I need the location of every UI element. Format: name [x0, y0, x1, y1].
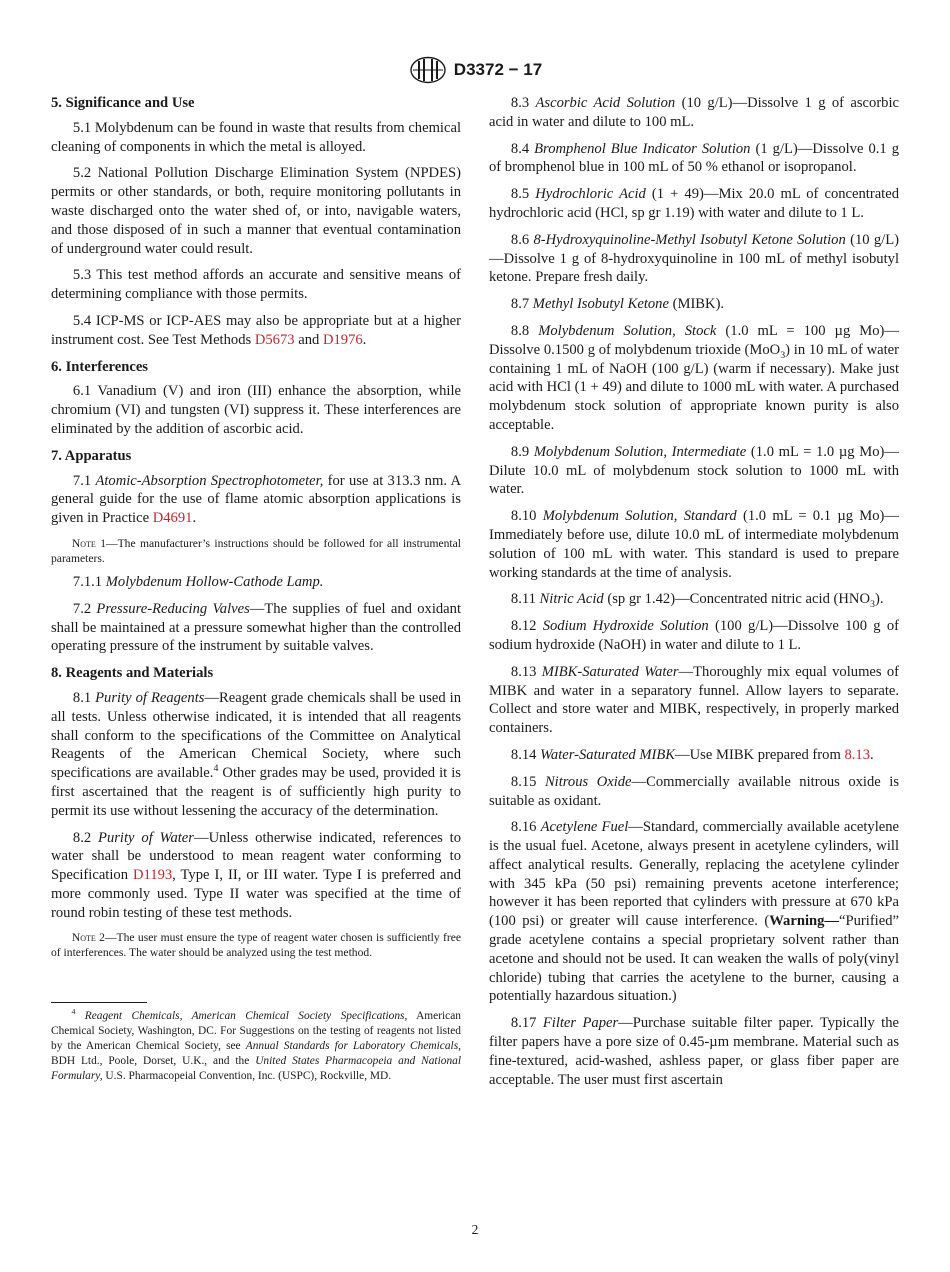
text-run: (1.0 mL = 100 µg Mo)—Dissolve 0.1500 g of molybdenum trioxide (MoO [489, 322, 900, 358]
text-run: Sodium Hydroxide Solution [542, 618, 709, 635]
text-run: Purity of Water [98, 829, 194, 846]
text-run: Molybdenum Solution, Intermediate [533, 443, 747, 460]
text-run: 8.15 [510, 773, 545, 790]
text-run: (10 g/L)—Dissolve 1 g of ascorbic acid in water and dilute to 100 mL. [489, 95, 900, 130]
paragraph [489, 617, 899, 655]
left-column [51, 94, 461, 1083]
text-run: Acetylene Fuel [540, 819, 629, 836]
text-run: 8.7 [510, 296, 533, 313]
text-run: (1.0 mL = 0.1 µg Mo)—Immediately before use, dilute 10.0 mL of intermediate molybdenum solution of 100 mL with water. This standard is used to prepare working standards at the time of analysis. [489, 508, 900, 581]
footnote [51, 1009, 461, 1083]
paragraph [51, 573, 461, 592]
paragraph: 5.2 National Pollution Discharge Elimination System (NPDES) permits or other standards, or both, require monitoring pollutants in waste discharged onto the water shed of, or into, navigable waters, and those disposed of in such a manner that eventual contamination of underground water could result. [51, 165, 461, 257]
text-run: Annual Standards for Laboratory Chemicals, [245, 1040, 461, 1053]
text-run: Molybdenum Solution, Standard [542, 508, 737, 525]
text-run: 7.1 [72, 472, 96, 489]
paragraph [489, 1014, 899, 1089]
subscript: 3 [780, 349, 786, 361]
text-run: (100 g/L)—Dissolve 100 g of sodium hydroxide (NaOH) in water and dilute to 1 L. [489, 618, 899, 653]
footnote-ref: 4 [213, 763, 219, 775]
text-run: Other grades may be used, provided it is first ascertained that the reagent is of sufficiently high purity to permit its use without lessening the accuracy of the determination. [51, 765, 461, 819]
text-run: —Reagent grade chemicals shall be used in all tests. Unless otherwise indicated, it is intended that all reagents shall conform to the specifications of the Committee on Analytical Reagents of the American Chemical Society, where such specifications are available. [51, 689, 461, 782]
text-run: 8.5 [510, 186, 536, 203]
text-run: Filter Paper [542, 1015, 619, 1032]
text-run: (sp gr 1.42)—Concentrated nitric acid (HNO [603, 591, 870, 608]
paragraph [489, 295, 899, 314]
text-run: . [362, 331, 367, 348]
section-heading: 8. Reagents and Materials [51, 665, 214, 682]
paragraph [51, 472, 461, 528]
text-run: Molybdenum Hollow-Cathode Lamp. [105, 573, 324, 590]
text-run: and [294, 331, 323, 348]
text-run: 8.8 [510, 322, 539, 339]
page-number: 2 [471, 1222, 479, 1237]
text-run: United States Pharmacopeia and National Formulary, [51, 1054, 461, 1082]
text-run: —The supplies of fuel and oxidant shall be maintained at a pressure somewhat higher than the controlled operating pressure of the instrument by suitable valves. [51, 600, 461, 655]
text-run: —Commercially available nitrous oxide is suitable as oxidant. [489, 773, 900, 809]
text-run: 8.13 [510, 663, 542, 680]
text-run: 8.3 [510, 95, 536, 111]
text-run: 8.10 [510, 508, 543, 525]
section-heading: 6. Interferences [51, 358, 148, 375]
paragraph [489, 590, 899, 609]
link-d1193[interactable]: D1193 [132, 867, 173, 884]
text-run: Molybdenum Solution, Stock [538, 322, 717, 339]
warning-label: Warning— [769, 913, 840, 930]
text-run: —Standard, commercially available acetylene is the usual fuel. Acetone, always present in acetylene cylinders, will affect analytical results. Generally, replacing the acetylene cylinder with 345 kPa (50 psi) remaining prevents acetone interference; however it has been reported that cylinders with pressure at 670 kPa (100 psi) or greater will cause interference. ( [489, 819, 899, 930]
text-run: (1 g/L)—Dissolve 0.1 g of bromphenol blue in 100 mL of 50 % ethanol or isopropanol. [489, 140, 900, 176]
text-run: 8.6 [510, 231, 534, 248]
text-run: Bromphenol Blue Indicator Solution [534, 140, 751, 157]
right-column [489, 94, 899, 1097]
section-heading: 7. Apparatus [51, 447, 132, 464]
text-run: Methyl Isobutyl Ketone [532, 296, 669, 313]
link-d5673[interactable]: D5673 [254, 331, 295, 348]
subscript: 3 [870, 599, 875, 611]
link-d4691[interactable]: D4691 [152, 510, 193, 527]
text-run: 8.14 [510, 746, 541, 763]
paragraph [489, 231, 899, 287]
footnote-marker: 4 [71, 1007, 76, 1017]
text-run: 8.16 [510, 819, 541, 836]
text-run: . [192, 510, 197, 527]
text-run: 8.4 [510, 140, 535, 157]
text-run: —Use MIBK prepared from [675, 746, 845, 763]
note-label: Note 1 [71, 536, 106, 550]
paragraph [51, 312, 461, 350]
text-run: 7.1.1 [72, 573, 106, 590]
text-run: 7.2 [72, 600, 97, 617]
text-run: —Thoroughly mix equal volumes of MIBK and water in a separatory funnel. Allow layers to separate. Collect and store water and MIBK, respectively, in properly marked containers. [489, 663, 899, 737]
paragraph: 5.3 This test method affords an accurate and sensitive means of determining compliance with those permits. [51, 267, 461, 303]
text-run: —The manufacturer’s instructions should be followed for all instrumental parameters. [51, 536, 461, 565]
paragraph [51, 829, 461, 923]
text-run: Hydrochloric Acid [535, 186, 646, 203]
astm-logo-icon [408, 56, 448, 84]
paragraph [489, 773, 899, 811]
text-run: Pressure-Reducing Valves [96, 600, 250, 617]
paragraph [489, 507, 899, 582]
text-run: 8.9 [510, 443, 534, 460]
paragraph [489, 140, 899, 178]
text-run: 8.1 [72, 689, 96, 706]
text-run: 8-Hydroxyquinoline-Methyl Isobutyl Ketone Solution [533, 231, 846, 248]
text-run: . [870, 746, 874, 763]
link-8-13[interactable]: 8.13 [844, 746, 870, 763]
text-run: 8.2 [72, 829, 99, 846]
page-header [0, 55, 950, 85]
text-run: —Purchase suitable filter paper. Typically the filter papers have a pore size of 0.45-µm membrane. Material such as fine-textured, acid-washed, ashless paper, or glass fiber paper are acceptable. The user must first ascertain [489, 1015, 899, 1088]
paragraph [489, 443, 899, 499]
document-id: D3372 − 17 [453, 60, 543, 79]
text-run: Ascorbic Acid Solution [535, 95, 676, 111]
text-run: (1 + 49)—Mix 20.0 mL of concentrated hydrochloric acid (HCl, sp gr 1.19) with water and dilute to 1 L. [489, 186, 900, 221]
text-run: , Type I, II, or III water. Type I is preferred and more commonly used. Type II water was specified at the time of round robin testing of these test methods. [51, 867, 461, 921]
text-run: “Purified” grade acetylene contains a special proprietary solvent rather than acetone and should not be used. It can weaken the walls of poly(vinyl chloride) tubing that carries the acetylene to the burner, causing a potentially hazardous situation.) [489, 913, 899, 1005]
paragraph [489, 663, 899, 738]
text-run: ) in 10 mL of water containing 1 mL of NaOH (100 g/L) (warm if necessary). Make just acid with HCl (1 + 49) and dilute to 1000 mL with water. A purchased molybdenum stock solution of appropriate known purity is also acceptable. [489, 341, 899, 433]
text-run: 8.17 [510, 1015, 543, 1032]
text-run: for use at 313.3 nm. A general guide for the use of flame atomic absorption applications is given in Practice [51, 472, 462, 527]
note-label: Note 2 [71, 931, 105, 945]
text-run: —Unless otherwise indicated, references to water shall be understood to mean reagent water conforming to Specification [51, 829, 462, 884]
text-run: 8.12 [510, 618, 543, 635]
text-run: 8.11 [510, 591, 540, 608]
paragraph [51, 600, 461, 656]
paragraph [489, 746, 899, 765]
text-run: —The user must ensure the type of reagent water chosen is sufficiently free of interferences. The water should be analyzed using the test method. [51, 931, 461, 960]
text-run: Nitrous Oxide [544, 773, 632, 790]
paragraph [489, 818, 899, 1006]
text-run: (MIBK). [668, 296, 725, 313]
text-run: MIBK-Saturated Water [541, 663, 679, 680]
paragraph: 5.1 Molybdenum can be found in waste that results from chemical cleaning of components in which the metal is alloyed. [51, 119, 461, 155]
paragraph [489, 185, 899, 223]
text-run: Water-Saturated MIBK [540, 746, 676, 763]
text-run: Reagent Chemicals, American Chemical Society Specifications [84, 1010, 405, 1023]
paragraph [489, 94, 899, 132]
text-run: ). [874, 591, 884, 608]
text-run: Purity of Reagents [95, 689, 205, 706]
note [51, 930, 461, 960]
text-run: (1.0 mL = 1.0 µg Mo)—Dilute 10.0 mL of molybdenum stock solution to 1000 mL with water. [489, 443, 899, 498]
text-run: Nitric Acid [539, 591, 604, 608]
text-run: U.S. Pharmacopeial Convention, Inc. (USPC), Rockville, MD. [102, 1069, 392, 1082]
paragraph [51, 689, 461, 821]
text-run: 5.4 ICP-MS or ICP-AES may also be appropriate but at a higher instrument cost. See Test Methods [51, 312, 461, 348]
text-run: Atomic-Absorption Spectrophotometer, [95, 472, 324, 489]
paragraph [489, 322, 899, 435]
section-heading: 5. Significance and Use [51, 95, 195, 111]
text-run: BDH Ltd., Poole, Dorset, U.K., and the [51, 1054, 256, 1067]
text-run: , American Chemical Society, Washington, DC. For Suggestions on the testing of reagents not listed by the American Chemical Society, see [51, 1010, 461, 1053]
link-d1976[interactable]: D1976 [322, 331, 363, 348]
paragraph: 6.1 Vanadium (V) and iron (III) enhance the absorption, while chromium (VI) and tungsten (VI) suppress it. These interferences are eliminated by the addition of ascorbic acid. [51, 383, 461, 437]
text-run: (10 g/L)—Dissolve 1 g of 8-hydroxyquinoline in 100 mL of methyl isobutyl ketone. Prepare fresh daily. [489, 231, 899, 286]
footnote-divider [51, 1002, 147, 1003]
note [51, 536, 461, 566]
